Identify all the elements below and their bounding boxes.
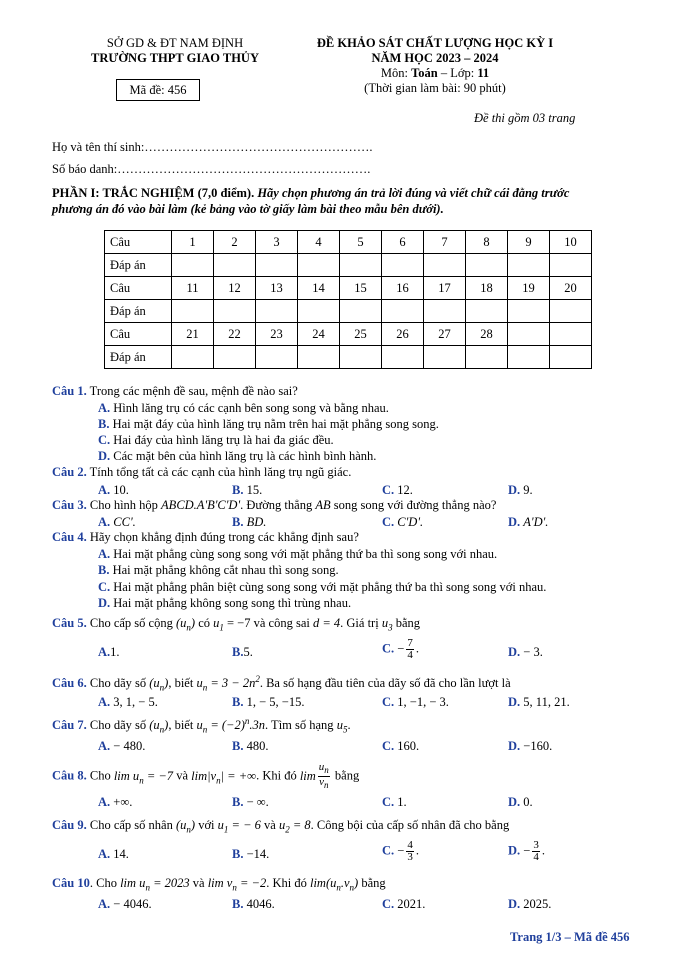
- q4-option-a: A. Hai mặt phẳng cùng song song với mặt phẳng thứ ba thì song song với nhau.: [98, 547, 498, 561]
- grid-row-a3: Đáp án: [105, 346, 592, 369]
- answer-grid: [104, 230, 592, 369]
- q1-option-b: B. Hai mặt đáy của hình lăng trụ nằm trên hai mặt phẳng song song.: [98, 417, 439, 431]
- grid-row-a1: Đáp án: [105, 254, 592, 277]
- q4-option-d: D. Hai mặt phẳng không song song thì trùng nhau.: [98, 596, 352, 610]
- q5-option-d: D. − 3.: [508, 645, 543, 659]
- q10-option-c: C. 2021.: [382, 897, 426, 911]
- q3-option-b: B. BD.: [232, 515, 267, 529]
- header-left: [70, 36, 280, 66]
- part1-heading: PHẦN I: TRẮC NGHIỆM (7,0 điểm). Hãy chọn phương án trả lời đúng và viết chữ cái đằng trước: [52, 186, 570, 200]
- q1-option-a: A. Hình lăng trụ có các cạnh bên song song và bằng nhau.: [98, 401, 389, 415]
- q4-option-b: B. Hai mặt phẳng không cắt nhau thì song song.: [98, 563, 339, 577]
- q5-option-c: C. − $\frac{7}{4}$ .: [382, 637, 419, 661]
- q7-option-c: C. 160.: [382, 739, 420, 753]
- time-limit: (Thời gian làm bài: 90 phút): [364, 81, 506, 95]
- q2-option-a: A. 10.: [98, 483, 129, 497]
- q9-c-fraction: $\frac{4}{3}$: [407, 839, 413, 863]
- question-10: Câu 10. Cho $\lim u_n = 2023$ và $\lim v_n = -2$. Khi đó $\lim(u_n.v_n)$ bằng: [52, 876, 386, 893]
- q4-option-c: C. Hai mặt phẳng phân biệt cùng song song với mặt phẳng thứ ba thì song song với nhau.: [98, 580, 547, 594]
- q1-option-c: C. Hai đáy của hình lăng trụ là hai đa giác đều.: [98, 433, 334, 447]
- page-count: Đề thi gồm 03 trang: [474, 111, 576, 125]
- q6-option-b: B. 1, − 5, −15.: [232, 695, 305, 709]
- dept-name: SỞ GD & ĐT NAM ĐỊNH: [106, 36, 244, 50]
- q10-option-b: B. 4046.: [232, 897, 275, 911]
- q9-option-b: B. −14.: [232, 847, 270, 861]
- q7-option-b: B. 480.: [232, 739, 269, 753]
- q1-option-d: D. Các mặt bên của hình lăng trụ là các hình bình hành.: [98, 449, 377, 463]
- question-4: Câu 4. Hãy chọn khẳng định đúng trong các khẳng định sau?: [52, 530, 359, 544]
- page-footer: Trang 1/3 – Mã đề 456: [510, 930, 630, 944]
- q6-option-d: D. 5, 11, 21.: [508, 695, 570, 709]
- q2-option-b: B. 15.: [232, 483, 263, 497]
- q2-option-c: C. 12.: [382, 483, 413, 497]
- q8-option-d: D. 0.: [508, 795, 533, 809]
- q3-option-d: D. A'D'.: [508, 515, 549, 529]
- q6-option-a: A. 3, 1, − 5.: [98, 695, 158, 709]
- student-id-line: Số báo danh:…………………………………………………….: [52, 162, 371, 176]
- question-3: Câu 3. Cho hình hộp ABCD.A'B'C'D'. Đường thẳng AB song song với đường thẳng nào?: [52, 498, 497, 512]
- q2-option-d: D. 9.: [508, 483, 533, 497]
- grid-row-q3: Câu 21 22 23 24 25 26 27 28: [105, 323, 592, 346]
- subject-line: Môn: Toán – Lớp: 11: [380, 66, 490, 80]
- question-2: Câu 2. Tính tổng tất cả các cạnh của hình lăng trụ ngũ giác.: [52, 465, 352, 479]
- header-right: [300, 36, 570, 96]
- grid-row-q2: Câu 11 12 13 14 15 16 17 18 19 20: [105, 277, 592, 300]
- school-name: TRƯỜNG THPT GIAO THỦY: [91, 51, 259, 65]
- exam-title: ĐỀ KHẢO SÁT CHẤT LƯỢNG HỌC KỲ I: [316, 36, 554, 50]
- q5-option-a: A.1.: [98, 645, 120, 659]
- q10-option-d: D. 2025.: [508, 897, 552, 911]
- grid-row-q1: Câu 1 2 3 4 5 6 7 8 9 10: [105, 231, 592, 254]
- q8-option-c: C. 1.: [382, 795, 407, 809]
- question-6: Câu 6. Cho dãy số $(u_n)$, biết $u_n = 3 - 2n^2$. Ba số hạng đầu tiên của dãy số đã cho lần lượt là: [52, 674, 511, 693]
- question-1: Câu 1. Trong các mệnh đề sau, mệnh đề nào sai?: [52, 384, 298, 398]
- grid-row-a2: Đáp án: [105, 300, 592, 323]
- question-8: Câu 8. Cho $\lim u_n = -7$ và $\lim|v_n|$ = +∞. Khi đó lim $\frac{u_n}{v_n}$ bằng: [52, 761, 360, 791]
- school-year: NĂM HỌC 2023 – 2024: [371, 51, 499, 65]
- question-9: Câu 9. Cho cấp số nhân $(u_n)$ với $u_1$ = − 6 và $u_2 = 8$. Công bội của cấp số nhân đã cho bằng: [52, 818, 510, 835]
- q9-d-fraction: $\frac{3}{4}$: [533, 839, 539, 863]
- q6-option-c: C. 1, −1, − 3.: [382, 695, 449, 709]
- q8-option-b: B. − ∞.: [232, 795, 269, 809]
- q9-option-d: D. − $\frac{3}{4}$ .: [508, 839, 545, 863]
- q8-limit-fraction: $\frac{u_n}{v_n}$: [318, 761, 329, 791]
- question-7: Câu 7. Cho dãy số $(u_n)$, biết $u_n = (-2)^n.3n$. Tìm số hạng $u_5$.: [52, 716, 351, 735]
- q3-option-c: C. C'D'.: [382, 515, 424, 529]
- q5-option-b: B.5.: [232, 645, 253, 659]
- q10-option-a: A. − 4046.: [98, 897, 152, 911]
- question-5: Câu 5. Cho cấp số cộng $(u_n)$ có $u_1 = -7$ và công sai d = 4. Giá trị $u_3$ bằng: [52, 616, 421, 633]
- part1-instruction: phương án đó vào bài làm (kẻ bảng vào tờ giấy làm bài theo mẫu bên dưới).: [52, 202, 444, 216]
- q5-c-fraction: $\frac{7}{4}$: [407, 637, 413, 661]
- q9-option-c: C. − $\frac{4}{3}$ .: [382, 839, 419, 863]
- student-name-line: Họ và tên thí sinh:……………………………………………….: [52, 140, 373, 154]
- q7-option-d: D. −160.: [508, 739, 553, 753]
- q9-option-a: A. 14.: [98, 847, 129, 861]
- q3-option-a: A. CC'.: [98, 515, 136, 529]
- q8-option-a: A. +∞.: [98, 795, 133, 809]
- exam-code-box: Mã đề: 456: [116, 79, 200, 101]
- q7-option-a: A. − 480.: [98, 739, 146, 753]
